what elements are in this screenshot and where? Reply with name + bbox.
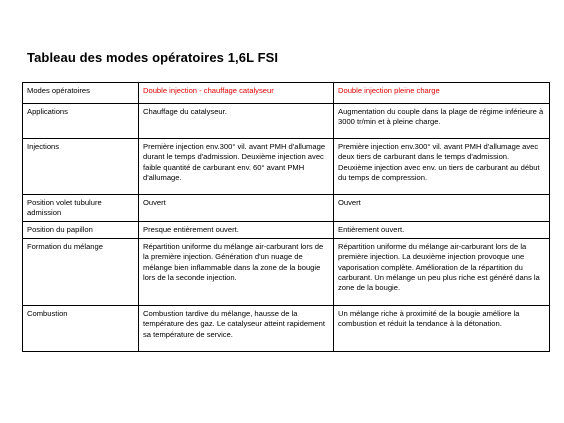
table-header-row	[23, 83, 550, 104]
cell-intake-flap-catalyst: Ouvert	[139, 195, 334, 222]
table-row	[23, 305, 550, 351]
cell-applications-full-load: Augmentation du couple dans la plage de régime inférieure à 3000 tr/min et à pleine charge.	[334, 104, 550, 139]
cell-combustion-catalyst: Combustion tardive du mélange, hausse de la température des gaz. Le catalyseur atteint rapidement sa température de service.	[139, 305, 334, 351]
row-label-applications: Applications	[23, 104, 139, 139]
operating-modes-table	[22, 82, 550, 352]
table-row	[23, 221, 550, 238]
cell-mixture-formation-catalyst: Répartition uniforme du mélange air-carburant lors de la première injection. Génération d'un nuage de mélange bien inflammable dans la zone de la bougie lors de la seconde injection.	[139, 238, 334, 305]
cell-applications-catalyst: Chauffage du catalyseur.	[139, 104, 334, 139]
row-label-intake-flap: Position volet tubulure admission	[23, 195, 139, 222]
cell-injections-full-load: Première injection env.300° vil. avant PMH d'allumage avec deux tiers de carburant dans le temps d'admission. Deuxième injection avec env. un tiers de carburant au début du temps de compression.	[334, 139, 550, 195]
cell-mixture-formation-full-load: Répartition uniforme du mélange air-carburant lors de la première injection. La deuxième injection provoque une vaporisation complète. Amélioration de la répartition du carburant. Un mélange un peu plus riche est généré dans la zone de la bougie.	[334, 238, 550, 305]
row-label-mixture-formation: Formation du mélange	[23, 238, 139, 305]
row-label-throttle: Position du papillon	[23, 221, 139, 238]
cell-throttle-catalyst: Presque entièrement ouvert.	[139, 221, 334, 238]
header-cell-modes: Modes opératoires	[23, 83, 139, 104]
table-row	[23, 104, 550, 139]
table-row	[23, 238, 550, 305]
cell-combustion-full-load: Un mélange riche à proximité de la bougie améliore la combustion et réduit la tendance à la détonation.	[334, 305, 550, 351]
table-row	[23, 195, 550, 222]
page-title: Tableau des modes opératoires 1,6L FSI	[27, 50, 279, 65]
header-cell-double-injection-catalyst: Double injection - chauffage catalyseur	[139, 83, 334, 104]
cell-intake-flap-full-load: Ouvert	[334, 195, 550, 222]
row-label-injections: Injections	[23, 139, 139, 195]
cell-throttle-full-load: Entièrement ouvert.	[334, 221, 550, 238]
table-row	[23, 139, 550, 195]
row-label-combustion: Combustion	[23, 305, 139, 351]
header-cell-double-injection-full-load: Double injection pleine charge	[334, 83, 550, 104]
cell-injections-catalyst: Première injection env.300° vil. avant PMH d'allumage durant le temps d'admission. Deuxième injection avec faible quantité de carburant env. 60° avant PMH d'allumage.	[139, 139, 334, 195]
